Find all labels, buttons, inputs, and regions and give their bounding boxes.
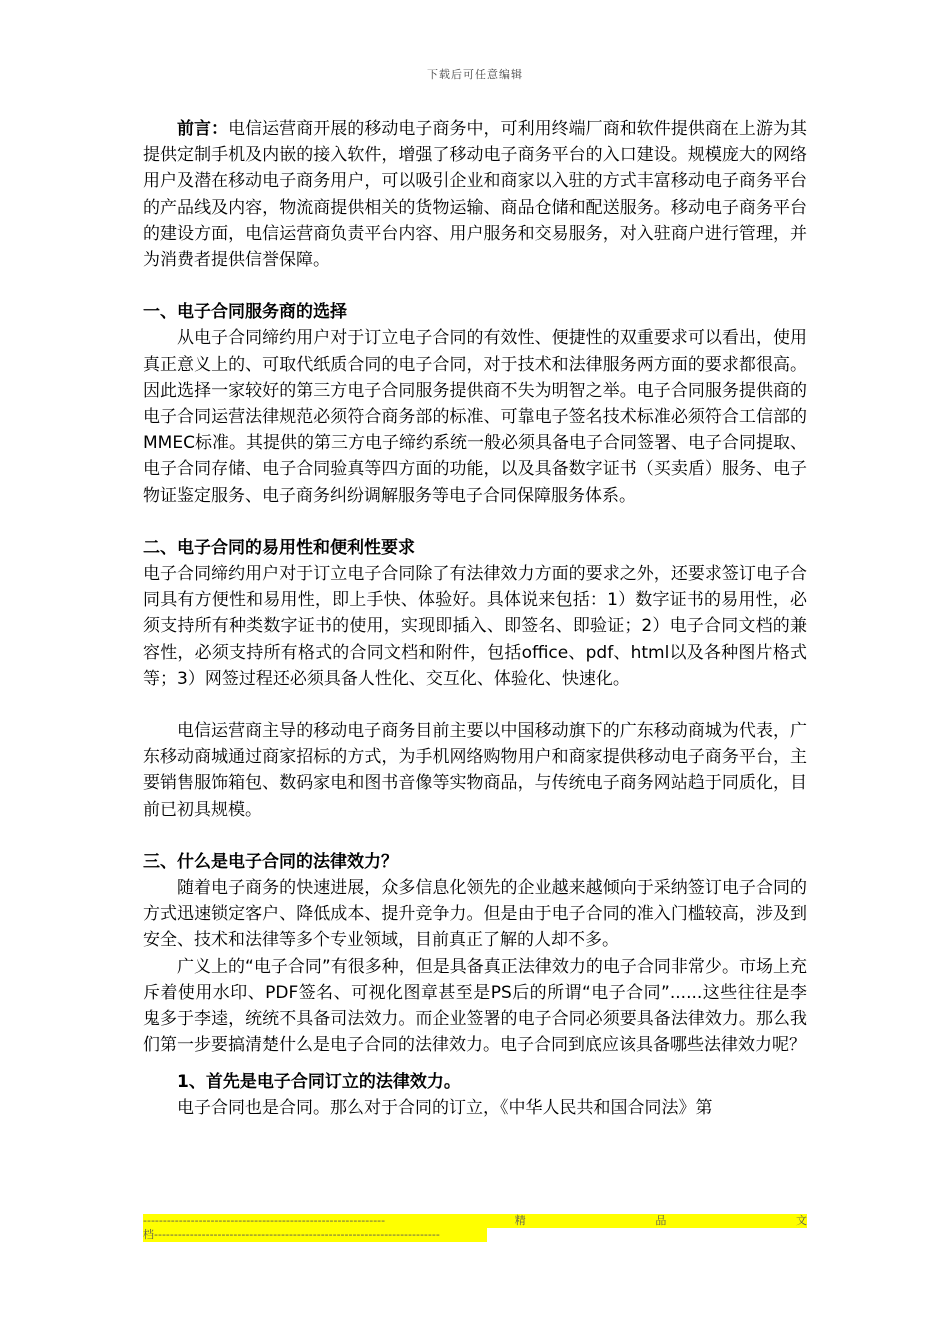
footer-dashes-left: ------------------------------------------------------------- [143, 1214, 386, 1227]
spacer [143, 273, 807, 299]
footer-word-2: 品 [655, 1214, 667, 1227]
section2-paragraph1: 电子合同缔约用户对于订立电子合同除了有法律效力方面的要求之外，还要求签订电子合同具有方便性和易用性，即上手快、体验好。具体说来包括：1）数字证书的易用性，必须支持所有种类数字证书的使用，实现即插入、即签名、即验证；2）电子合同文档的兼容性，必须支持所有格式的合同文档和附件，包括office、pdf、html以及各种图片格式等；3）网签过程还必须具备人性化、交互化、体验化、快速化。 [143, 564, 807, 689]
footer-word-3: 文 [796, 1214, 807, 1227]
preface-text: 电信运营商开展的移动电子商务中，可利用终端厂商和软件提供商在上游为其提供定制手机及内嵌的接入软件，增强了移动电子商务平台的入口建设。规模庞大的网络用户及潜在移动电子商务用户，可以吸引企业和商家以入驻的方式丰富移动电子商务平台的产品线及内容，物流商提供相关的货物运输、商品仓储和配送服务。移动电子商务平台的建设方面，电信运营商负责平台内容、用户服务和交易服务，对入驻商户进行管理，并为消费者提供信誉保障。 [143, 119, 808, 271]
section2-title: 二、电子合同的易用性和便利性要求 [143, 537, 415, 558]
header-note: 下载后可任意编辑 [427, 68, 523, 81]
section3-subheading: 1、首先是电子合同订立的法律效力。 [177, 1071, 461, 1092]
section3-title: 三、什么是电子合同的法律效力？ [143, 851, 398, 872]
section1-title: 一、电子合同服务商的选择 [143, 302, 347, 323]
spacer [143, 692, 807, 718]
spacer [143, 823, 807, 849]
footer-line2-start: 档 [143, 1228, 154, 1241]
spacer [143, 509, 807, 535]
footer-word-1: 精 [514, 1214, 526, 1227]
footer-watermark [143, 1214, 807, 1246]
section1-paragraph: 从电子合同缔约用户对于订立电子合同的有效性、便捷性的双重要求可以看出，使用真正意义上的、可取代纸质合同的电子合同，对于技术和法律服务两方面的要求都很高。因此选择一家较好的第三方电子合同服务提供商不失为明智之举。电子合同服务提供商的电子合同运营法律规范必须符合商务部的标准、可靠电子签名技术标准必须符合工信部的MMEC标准。其提供的第三方电子缔约系统一般必须具备电子合同签署、电子合同提取、电子合同存储、电子合同验真等四方面的功能，以及具备数字证书（买卖盾）服务、电子物证鉴定服务、电子商务纠纷调解服务等电子合同保障服务体系。 [143, 328, 807, 506]
footer-row-1 [143, 1214, 807, 1228]
spacer [143, 1059, 807, 1069]
preface-paragraph [143, 116, 807, 273]
footer-dashes-right: ------------------------------------------------------------------------ [154, 1228, 440, 1241]
document-body [143, 116, 807, 1121]
preface-label: 前言： [177, 119, 229, 139]
section3-paragraph2: 广义上的“电子合同”有很多种，但是具备真正法律效力的电子合同非常少。市场上充斥着使用水印、PDF签名、可视化图章甚至是PS后的所谓“电子合同”......这些往往是李鬼多于李逵，统统不具备司法效力。而企业签署的电子合同必须要具备法律效力。那么我们第一步要搞清楚什么是电子合同的法律效力。电子合同到底应该具备哪些法律效力呢？ [143, 956, 807, 1056]
section2-paragraph2: 电信运营商主导的移动电子商务目前主要以中国移动旗下的广东移动商城为代表，广东移动商城通过商家招标的方式，为手机网络购物用户和商家提供移动电子商务平台，主要销售服饰箱包、数码家电和图书音像等实物商品，与传统电子商务网站趋于同质化，目前已初具规模。 [143, 721, 807, 820]
section3-paragraph3: 电子合同也是合同。那么对于合同的订立，《中华人民共和国合同法》第 [177, 1097, 713, 1118]
footer-row-2 [143, 1228, 487, 1242]
section3-paragraph1: 随着电子商务的快速进展，众多信息化领先的企业越来越倾向于采纳签订电子合同的方式迅速锁定客户、降低成本、提升竞争力。但是由于电子合同的准入门槛较高，涉及到安全、技术和法律等多个专业领域，目前真正了解的人却不多。 [143, 878, 807, 951]
